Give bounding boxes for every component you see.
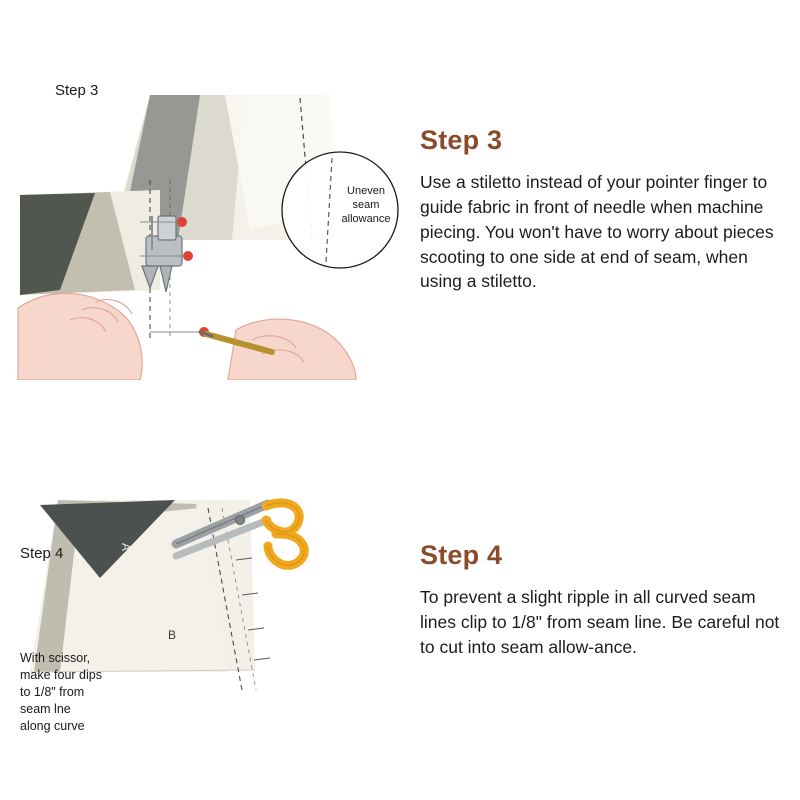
step-4-illustration-label: Step 4 bbox=[20, 545, 64, 562]
step-3-illustration bbox=[0, 40, 400, 380]
step-4-note bbox=[20, 650, 130, 734]
step-4-text-column bbox=[420, 540, 780, 660]
step-3-body: Use a stiletto instead of your pointer finger to guide fabric in front of needle when machine piecing. You won't have to worry about pieces scooting to one side at end of seam, when using a stiletto. bbox=[420, 172, 774, 292]
note-line-1: With scissor, bbox=[20, 651, 91, 665]
piece-label-b: B bbox=[168, 628, 177, 642]
left-hand bbox=[18, 293, 142, 380]
callout-line-3: allowance bbox=[341, 212, 391, 225]
note-line-3: to 1/8" from bbox=[20, 684, 85, 699]
callout-line-2: seam bbox=[352, 198, 380, 211]
step-3-illustration-label: Step 3 bbox=[55, 82, 99, 99]
step-3-heading: Step 3 bbox=[420, 125, 503, 155]
step-3-text-column bbox=[420, 125, 780, 294]
callout-line-1: Uneven bbox=[347, 185, 385, 197]
note-line-4: seam lne bbox=[20, 701, 71, 716]
note-line-2: make four dips bbox=[20, 667, 102, 682]
step-4-body: To prevent a slight ripple in all curved seam lines clip to 1/8" from seam line. Be careful not to cut into seam allow-ance. bbox=[420, 587, 780, 657]
piece-label-a: A bbox=[119, 542, 134, 552]
uneven-seam-allowance-callout bbox=[326, 185, 406, 226]
step-4-section bbox=[0, 460, 800, 780]
step-4-heading: Step 4 bbox=[420, 540, 503, 570]
note-line-5: along curve bbox=[20, 718, 85, 733]
step-4-illustration bbox=[0, 460, 400, 800]
right-hand bbox=[228, 319, 356, 380]
step-3-section bbox=[0, 40, 800, 400]
